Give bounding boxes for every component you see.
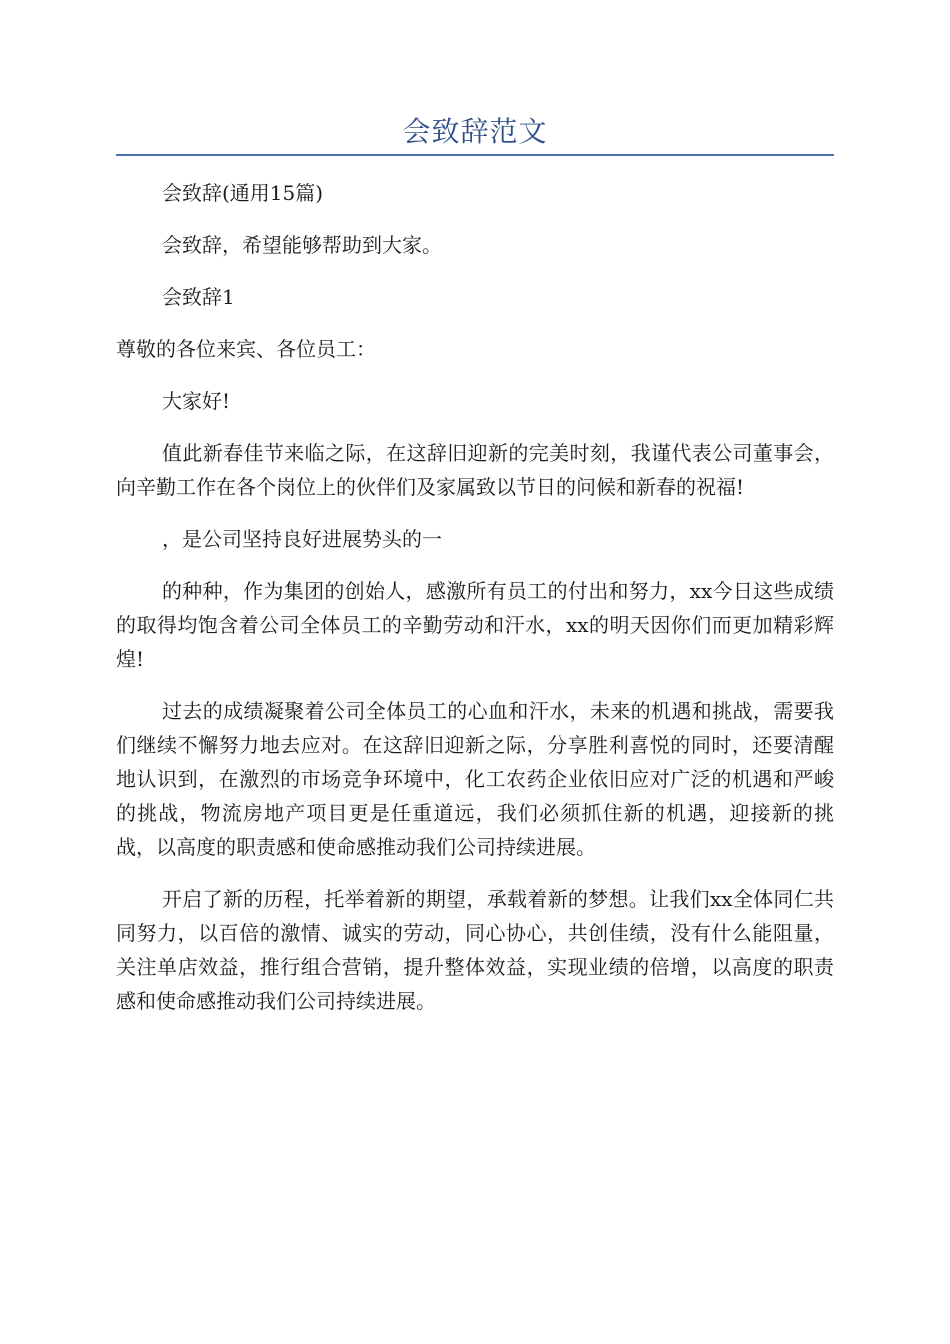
paragraph-salutation: 尊敬的各位来宾、各位员工： [116,337,376,361]
document-title: 会致辞范文 [402,115,548,148]
paragraph-body: 开启了新的历程，托举着新的期望，承载着新的梦想。让我们xx全体同仁共同努力，以百倍的激情、诚实的劳动，同心协心，共创佳绩，没有什么能阻量，关注单店效益，推行组合营销，提升整体效益，实现业绩的倍增，以高度的职责感和使命感推动我们公司持续进展。 [116,887,834,1013]
paragraph-subtitle: 会致辞(通用15篇) [162,181,324,205]
paragraph-greeting: 大家好! [162,389,231,413]
title-underline [116,154,834,156]
document-body [116,176,834,1036]
section-heading: 会致辞1 [162,285,235,309]
paragraph-body: 过去的成绩凝聚着公司全体员工的心血和汗水，未来的机遇和挑战，需要我们继续不懈努力地去应对。在这辞旧迎新之际，分享胜利喜悦的同时，还要清醒地认识到，在激烈的市场竞争环境中，化工农药企业依旧应对广泛的机遇和严峻的挑战，物流房地产项目更是任重道远，我们必须抓住新的机遇，迎接新的挑战，以高度的职责感和使命感推动我们公司持续进展。 [116,699,834,859]
paragraph-body: 值此新春佳节来临之际，在这辞旧迎新的完美时刻，我谨代表公司董事会，向辛勤工作在各个岗位上的伙伴们及家属致以节日的问候和新春的祝福! [116,441,834,499]
paragraph-body: ，是公司坚持良好进展势头的一 [162,527,442,551]
paragraph-intro: 会致辞，希望能够帮助到大家。 [162,233,442,257]
paragraph-body: 的种种，作为集团的创始人，感激所有员工的付出和努力，xx今日这些成绩的取得均饱含着公司全体员工的辛勤劳动和汗水，xx的明天因你们而更加精彩辉煌! [116,579,834,671]
